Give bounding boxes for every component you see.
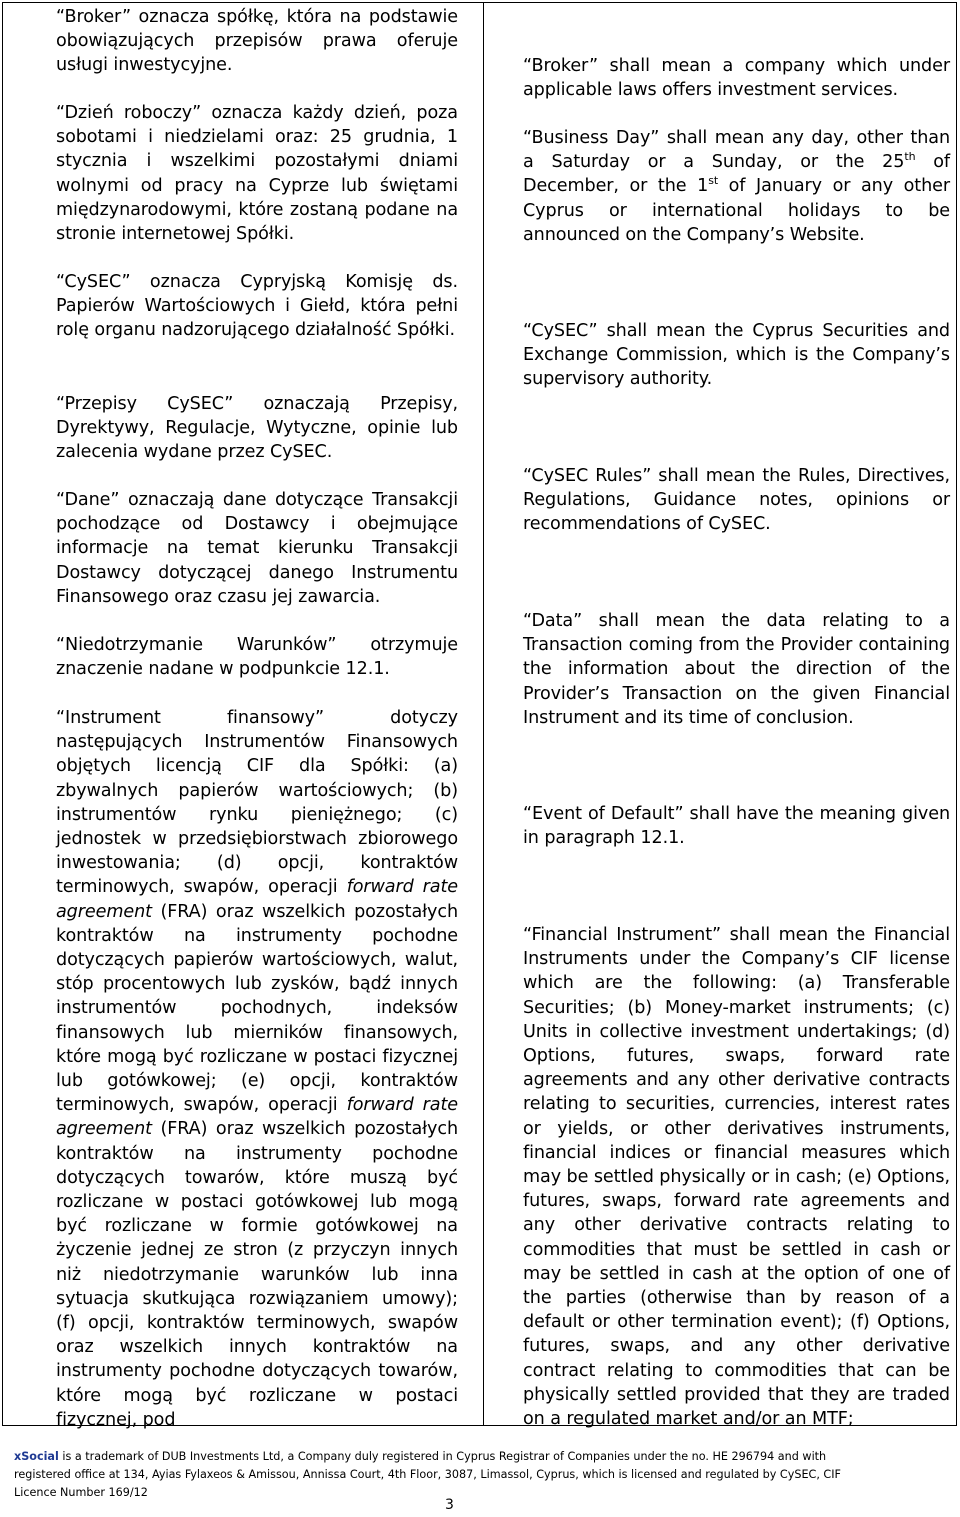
definition-text: (FRA) oraz wszelkich pozostałych kontraktów na instrumenty pochodne dotyczących towarów, które muszą być rozliczane w postaci gotówkowej lub mogą być rozliczane w formie gotówkowej na życzenie jednej ze stron (z przyczyn innych niż niedotrzymanie warunków lub inna sytuacja skutkująca rozwiązaniem umowy); (f) opcji, kontraktów terminowych, swapów oraz wszelkich innych kontraktów na instrumenty pochodne dotyczących towarów, które mogą być rozliczane w postaci fizycznej, pod [56, 1119, 458, 1430]
definition-text: oznacza spółkę, która na podstawie obowiązujących przepisów prawa oferuje usługi inwestycyjne. [56, 7, 458, 76]
definition-text: shall mean a company which under applicable laws offers investment services. [523, 56, 950, 101]
definition-cysec-rules-pl: “Przepisy CySEC” oznaczają Przepisy, Dyrektywy, Regulacje, Wytyczne, opinie lub zalecenia wydane przez CySEC. [56, 394, 459, 463]
definition-text: shall mean the Financial Instruments under the Company’s CIF license which are the following: (a) Transferable Securities; (b) Money-market instruments; (c) Units in collective investment undertakings; (d) Options, futures, swaps, forward rate agreements and any other derivative contracts relating to securities, currencies, interest rates or yields, or other derivatives instruments, financial indices or financial measures which may be settled physically or in cash; (e) Options, futures, swaps, forward rate agreements and any other derivative contracts relating to commodities that must be settled in cash or may be settled in cash at the option of one of the parties (otherwise than by reason of a default or other termination event); (f) Options, futures, swaps, and any other derivative contract relating to commodities that can be physically settled provided that they are traded on a regulated market and/or an MTF; [523, 925, 951, 1430]
page-footer [14, 1448, 934, 1502]
definition-financial-instrument-pl: “Instrument finansowy” dotyczy następujących Instrumentów Finansowych objętych licencją CIF dla Spółki: (a) zbywalnych papierów wartościowych; (b) instrumentów rynku pieniężnego; (c) jednostek w przedsiębiorstwach zbiorowego inwestowania; (d) opcji, kontraktów terminowych, swapów, operacji forward rate agreement (FRA) oraz wszelkich pozostałych kontraktów na instrumenty pochodne dotyczących papierów wartościowych, walut, stóp procentowych lub zysków, bądź innych instrumentów pochodnych, indeksów finansowych lub mierników finansowych, które mogą być rozliczane w postaci fizycznej lub gotówkowej; (e) opcji, kontraktów terminowych, swapów, operacji forward rate agreement (FRA) oraz wszelkich pozostałych kontraktów na instrumenty pochodne dotyczących towarów, które muszą być rozliczane w postaci gotówkowej lub mogą być rozliczane w formie gotówkowej na życzenie jednej ze stron (z przyczyn innych niż niedotrzymanie warunków lub inna sytuacja skutkująca rozwiązaniem umowy); (f) opcji, kontraktów terminowych, swapów oraz wszelkich innych kontraktów na instrumenty pochodne dotyczących towarów, które mogą być rozliczane w postaci fizycznej, pod [56, 708, 458, 1430]
column-divider [483, 3, 484, 1425]
footer-line-3: Licence Number 169/12 [14, 1486, 148, 1499]
footer-line-2: registered office at 134, Ayias Fylaxeos & Amissou, Annissa Court, 4th Floor, 3087, Limassol, Cyprus, which is licensed and regulated by CySEC, CIF [14, 1468, 841, 1481]
definition-event-of-default-en: “Event of Default” shall have the meaning given in paragraph 12.1. [523, 804, 950, 849]
footer-line-1 [14, 1448, 934, 1466]
definition-text: shall have the meaning given in paragraph 12.1. [523, 804, 950, 849]
definition-business-day-pl: “Dzień roboczy” oznacza każdy dzień, poza sobotami i niedzielami oraz: 25 grudnia, 1 stycznia i wszelkimi pozostałymi dniami wolnymi od pracy na Cyprze lub świętami międzynarodowymi, które zostaną podane na stronie internetowej Spółki. [56, 103, 458, 245]
definition-cysec-en: “CySEC” shall mean the Cyprus Securities and Exchange Commission, which is the Company’s supervisory authority. [523, 321, 950, 390]
definition-data-pl: “Dane” oznaczają dane dotyczące Transakcji pochodzące od Dostawcy i obejmujące informacje na temat kierunku Transakcji Dostawcy dotyczącej danego Instrumentu Finansowego oraz czasu jej zawarcia. [56, 490, 458, 607]
term: CySEC Rules [531, 466, 643, 486]
definition-text: (FRA) oraz wszelkich pozostałych kontraktów na instrumenty pochodne dotyczących papierów wartościowych, walut, stóp procentowych lub zysków, bądź innych instrumentów pochodnych, indeksów finansowych lub mierników finansowych, które mogą być rozliczane w postaci fizycznej lub gotówkowej; (e) opcji, kontraktów terminowych, swapów, operacji [56, 901, 458, 1116]
term: Broker [531, 56, 589, 76]
term: Instrument finansowy [65, 708, 315, 728]
definition-broker-pl: “Broker” oznacza spółkę, która na podstawie obowiązujących przepisów prawa oferuje usługi inwestycyjne. [56, 7, 458, 76]
term: Niedotrzymanie Warunków [65, 635, 328, 655]
definition-financial-instrument-en: “Financial Instrument” shall mean the Financial Instruments under the Company’s CIF license which are the following: (a) Transferable Securities; (b) Money-market instruments; (c) Units in collective investment undertakings; (d) Options, futures, swaps, forward rate agreements and any other derivative contracts relating to securities, currencies, interest rates or yields, or other derivatives instruments, financial indices or financial measures which may be settled physically or in cash; (e) Options, futures, swaps, forward rate agreements and any other derivative contracts relating to commodities that must be settled in cash or may be settled in cash at the option of one of the parties (otherwise than by reason of a default or other termination event); (f) Options, futures, swaps, and any other derivative contract relating to commodities that can be physically settled provided that they are traded on a regulated market and/or an MTF; [523, 925, 951, 1430]
definition-cysec-rules-en: “CySEC Rules” shall mean the Rules, Directives, Regulations, Guidance notes, opinions or recommendations of CySEC. [523, 466, 950, 535]
footer-text: is a trademark of DUB Investments Ltd, a Company duly registered in Cyprus Registrar of Companies under the no. HE 296794 and with [58, 1450, 827, 1463]
superscript: th [904, 150, 916, 164]
term: Dzień roboczy [64, 103, 193, 123]
definition-event-of-default-pl: “Niedotrzymanie Warunków” otrzymuje znaczenie nadane w podpunkcie 12.1. [56, 635, 459, 680]
definition-text: shall mean the data relating to a Transaction coming from the Provider containing the information about the direction of the Provider’s Transaction on the given Financial Instrument and its time of conclusion. [523, 611, 950, 728]
definition-text: of January or any other Cyprus or international holidays to be announced on the Company’s Website. [523, 176, 950, 245]
term: Business Day [531, 128, 651, 148]
term: CySEC [531, 321, 589, 341]
italic-term: forward rate agreement [56, 877, 458, 922]
definition-text: oznacza każdy dzień, poza sobotami i niedzielami oraz: 25 grudnia, 1 stycznia i wszelkimi pozostałymi dniami wolnymi od pracy na Cyprze lub świętami międzynarodowymi, które zostaną podane na stronie internetowej Spółki. [56, 103, 458, 245]
definition-data-en: “Data” shall mean the data relating to a Transaction coming from the Provider containing the information about the direction of the Provider’s Transaction on the given Financial Instrument and its time of conclusion. [523, 611, 950, 728]
term: CySEC [64, 272, 122, 292]
page-number: 3 [445, 1497, 454, 1513]
definition-text: shall mean the Cyprus Securities and Exchange Commission, which is the Company’s supervisory authority. [523, 321, 950, 390]
definition-business-day-en: “Business Day” shall mean any day, other than a Saturday or a Sunday, or the 25th of December, or the 1st of January or any other Cyprus or international holidays to be announced on the Company’s Website. [523, 128, 951, 245]
definition-text: shall mean any day, other than a Saturday or a Sunday, or the 25 [523, 128, 951, 173]
term: Data [531, 611, 574, 631]
term: Financial Instrument [531, 925, 713, 945]
superscript: st [708, 174, 719, 188]
italic-term: forward rate agreement [56, 1095, 458, 1140]
definition-text: of December, or the 1 [523, 152, 950, 197]
term: Dane [64, 490, 111, 510]
term: Broker [64, 7, 122, 27]
definition-text: oznaczają dane dotyczące Transakcji pochodzące od Dostawcy i obejmujące informacje na temat kierunku Transakcji Dostawcy dotyczącej danego Instrumentu Finansowego oraz czasu jej zawarcia. [56, 490, 458, 607]
definition-cysec-pl: “CySEC” oznacza Cypryjską Komisję ds. Papierów Wartościowych i Giełd, która pełni rolę organu nadzorującego działalność Spółki. [56, 272, 458, 341]
definition-text: dotyczy następujących Instrumentów Finansowych objętych licencją CIF dla Spółki: (a) zbywalnych papierów wartościowych; (b) instrumentów rynku pieniężnego; (c) jednostek w przedsiębiorstwach zbiorowego inwestowania; (d) opcji, kontraktów terminowych, swapów, operacji [56, 708, 458, 898]
brand-name: xSocial [14, 1450, 59, 1463]
term: Przepisy CySEC [64, 394, 225, 414]
definition-broker-en: “Broker” shall mean a company which under applicable laws offers investment services. [523, 56, 950, 101]
term: Event of Default [532, 804, 675, 824]
definition-text: otrzymuje znaczenie nadane w podpunkcie 12.1. [56, 635, 459, 680]
document-page [2, 2, 957, 1430]
definition-text: oznacza Cypryjską Komisję ds. Papierów Wartościowych i Giełd, która pełni rolę organu nadzorującego działalność Spółki. [56, 272, 458, 341]
definition-text: shall mean the Rules, Directives, Regulations, Guidance notes, opinions or recommendations of CySEC. [523, 466, 950, 535]
definition-text: oznaczają Przepisy, Dyrektywy, Regulacje, Wytyczne, opinie lub zalecenia wydane przez CySEC. [56, 394, 459, 463]
